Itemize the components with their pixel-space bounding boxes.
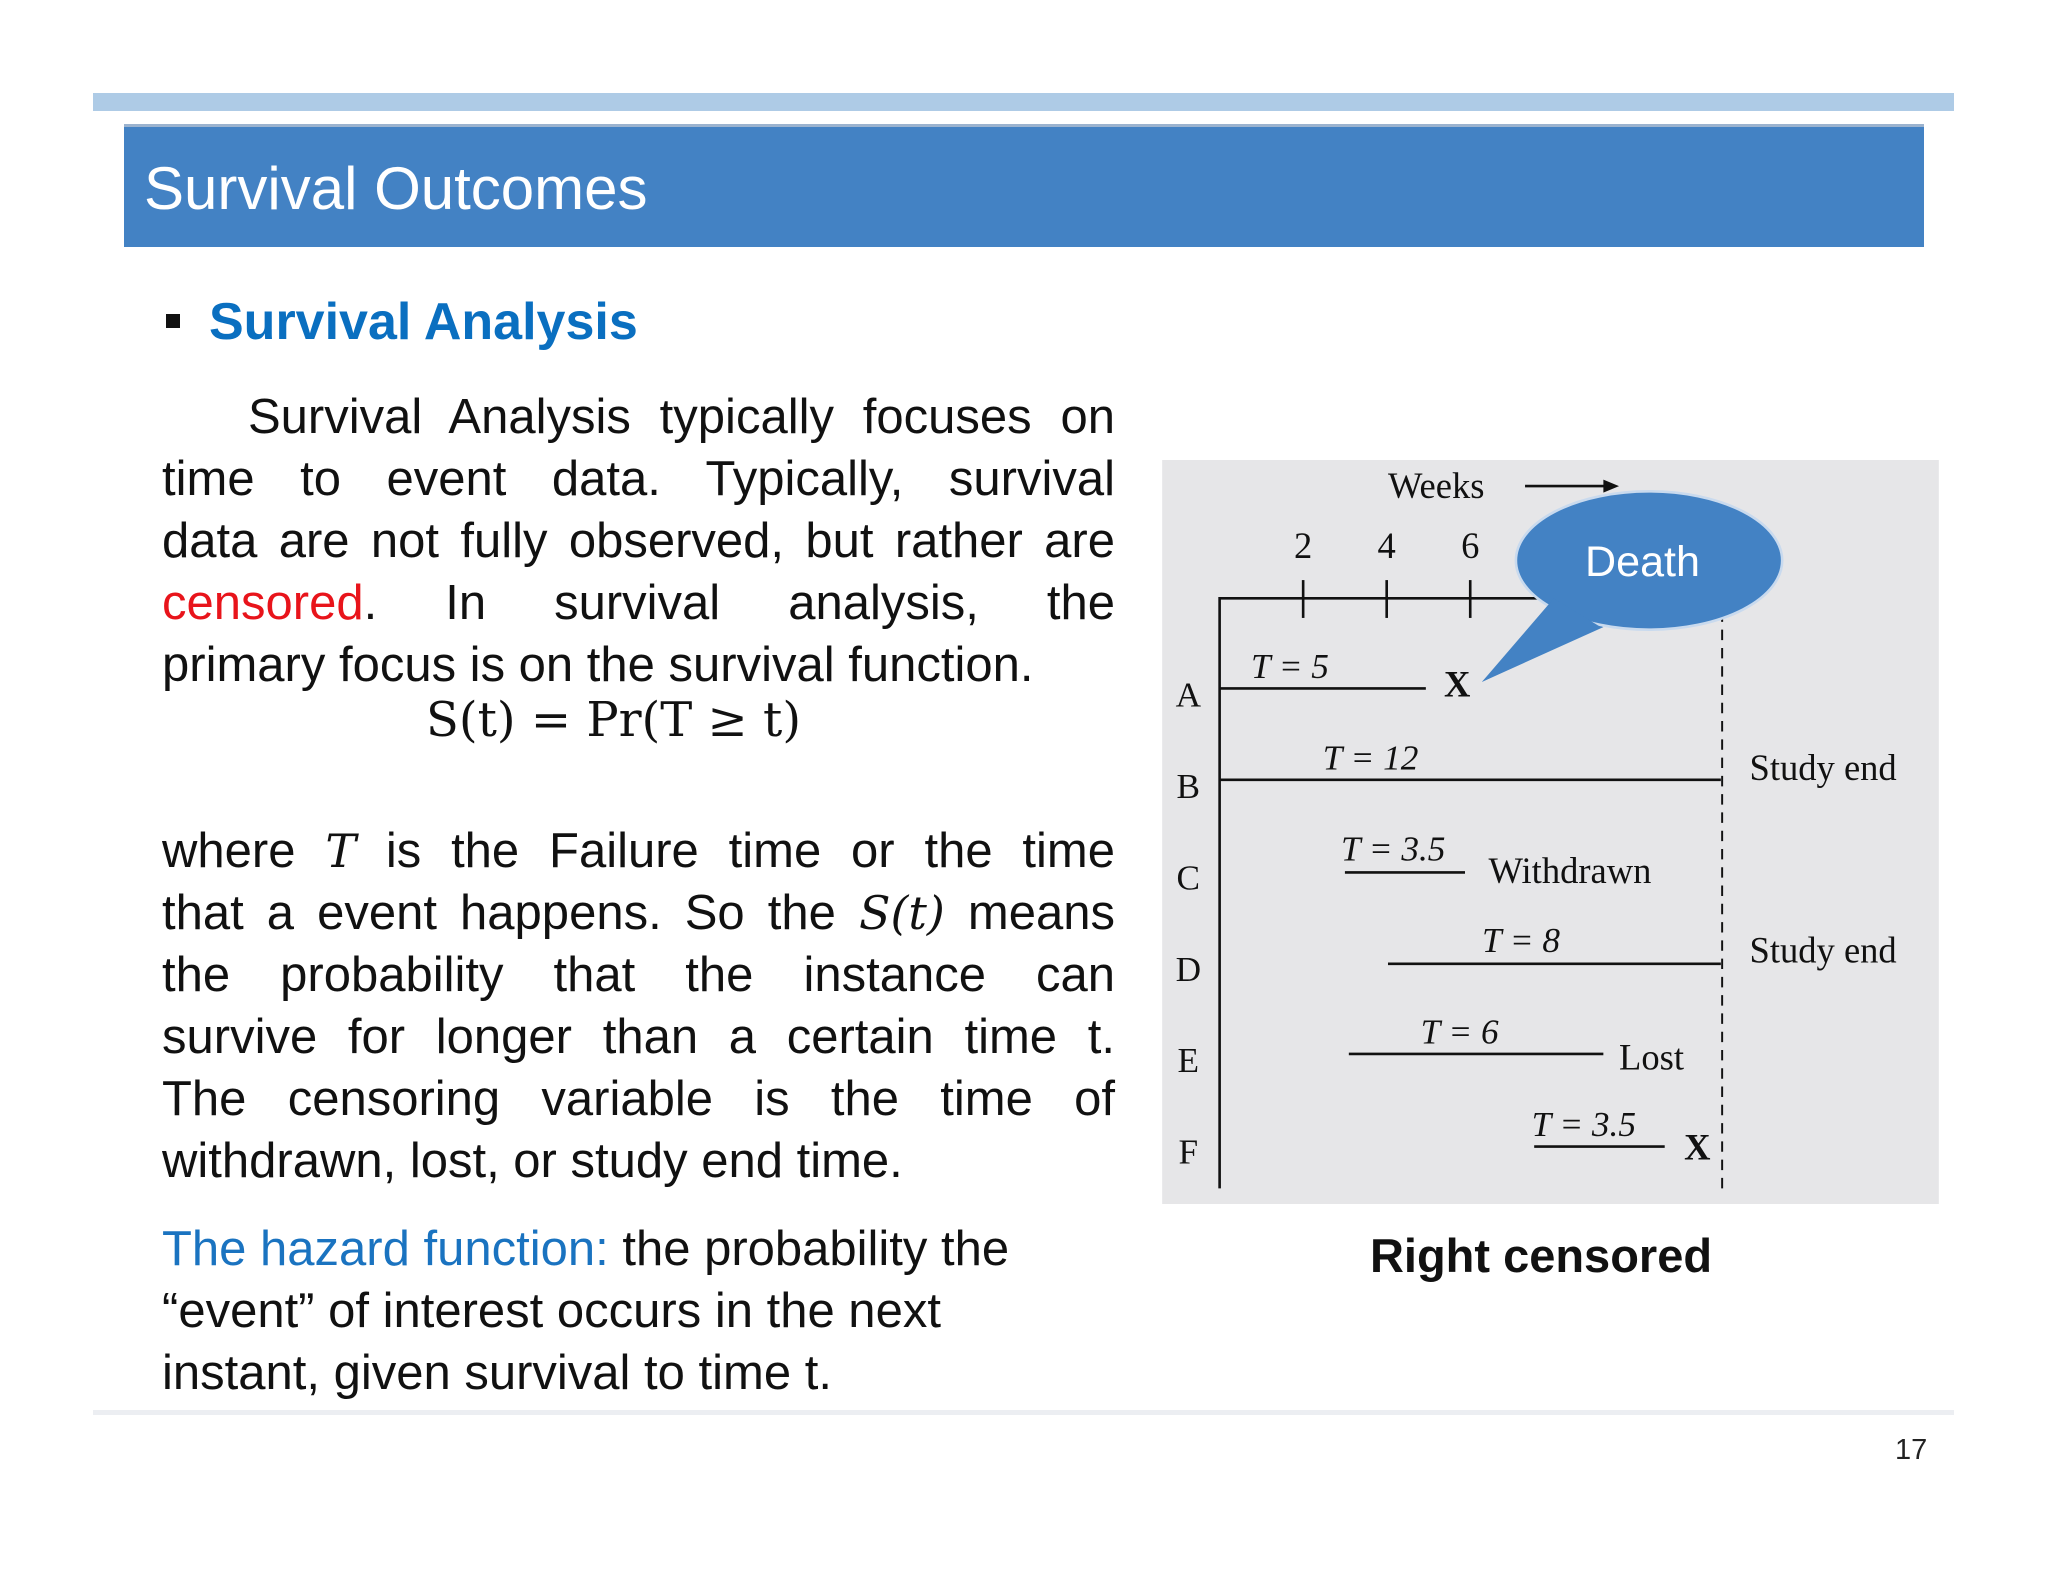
- tick-label: 2: [1294, 524, 1313, 566]
- text: Survival Analysis typically focuses on: [248, 390, 1115, 444]
- page-number: 17: [1895, 1434, 1928, 1466]
- text-line: [162, 386, 1115, 448]
- text: withdrawn, lost, or study end time.: [162, 1134, 903, 1188]
- text: primary focus is on the survival function.: [162, 638, 1034, 692]
- text: means: [967, 886, 1115, 940]
- time-label: T = 5: [1250, 646, 1329, 686]
- axis-label: Weeks: [1387, 464, 1485, 506]
- text: survive for longer than a certain time t.: [162, 1010, 1115, 1064]
- time-label: T = 6: [1420, 1012, 1499, 1052]
- time-label: T = 3.5: [1531, 1105, 1636, 1145]
- subject-label: B: [1176, 767, 1201, 807]
- death-x-icon: X: [1684, 1126, 1711, 1168]
- text-line: [162, 1218, 1115, 1280]
- right-censoring-diagram: [1162, 460, 1939, 1204]
- time-label: T = 8: [1481, 921, 1560, 961]
- bullet-square-icon: [166, 314, 180, 328]
- text-line: [162, 944, 1115, 1006]
- text: data are not fully observed, but rather are: [162, 514, 1115, 568]
- tick-label: 4: [1377, 524, 1396, 566]
- text: that a event happens. So the: [162, 886, 836, 940]
- time-label: T = 3.5: [1341, 829, 1446, 869]
- text: the probability that the instance can: [162, 948, 1115, 1002]
- subject-label: F: [1178, 1132, 1199, 1172]
- text-line: [162, 448, 1115, 510]
- text-line: [162, 1280, 1115, 1342]
- end-label: Withdrawn: [1488, 849, 1652, 891]
- callout-text: Death: [1585, 538, 1700, 587]
- text-line: [162, 882, 1115, 944]
- text-line: [162, 510, 1115, 572]
- definition-paragraph: [162, 820, 1115, 1192]
- text-line: [162, 1068, 1115, 1130]
- title-bar: [124, 124, 1924, 247]
- time-label: T = 12: [1322, 738, 1419, 778]
- text: time to event data. Typically, survival: [162, 452, 1115, 506]
- math-S-t: S(t): [858, 886, 945, 940]
- text: the probability the: [608, 1222, 1010, 1276]
- text: The censoring variable is the time of: [162, 1072, 1115, 1126]
- subject-label: C: [1176, 858, 1201, 898]
- text-line: [162, 634, 1115, 696]
- text: “event” of interest occurs in the next: [162, 1284, 941, 1338]
- tick-label: 6: [1461, 524, 1480, 566]
- subject-label: D: [1175, 949, 1202, 989]
- header-accent-bar: [93, 93, 1954, 111]
- text: where: [162, 824, 296, 878]
- text: . In survival analysis, the: [363, 576, 1115, 630]
- text-line: [162, 572, 1115, 634]
- death-x-icon: X: [1443, 663, 1471, 705]
- text-line: [162, 1342, 1115, 1404]
- hazard-term: The hazard function:: [162, 1222, 609, 1276]
- subject-label: E: [1177, 1041, 1200, 1081]
- text-line: [162, 1006, 1115, 1068]
- section-heading: Survival Analysis: [209, 293, 638, 351]
- slide-title: Survival Outcomes: [144, 155, 648, 222]
- diagram-caption: Right censored: [1369, 1229, 1713, 1282]
- text-line: [162, 1130, 1115, 1192]
- hazard-paragraph: [162, 1218, 1115, 1404]
- intro-paragraph: [162, 386, 1115, 696]
- end-label: Study end: [1749, 746, 1897, 788]
- text: is the Failure time or the time: [385, 824, 1115, 878]
- end-label: Lost: [1619, 1036, 1684, 1078]
- survival-formula: S(t) = Pr(T ≥ t): [425, 692, 802, 748]
- censored-term: censored: [162, 576, 364, 630]
- subject-label: A: [1175, 675, 1202, 715]
- footer-divider: [93, 1410, 1954, 1415]
- text-line: [162, 820, 1115, 882]
- text: instant, given survival to time t.: [162, 1346, 832, 1400]
- math-T: T: [325, 824, 356, 878]
- end-label: Study end: [1749, 929, 1897, 971]
